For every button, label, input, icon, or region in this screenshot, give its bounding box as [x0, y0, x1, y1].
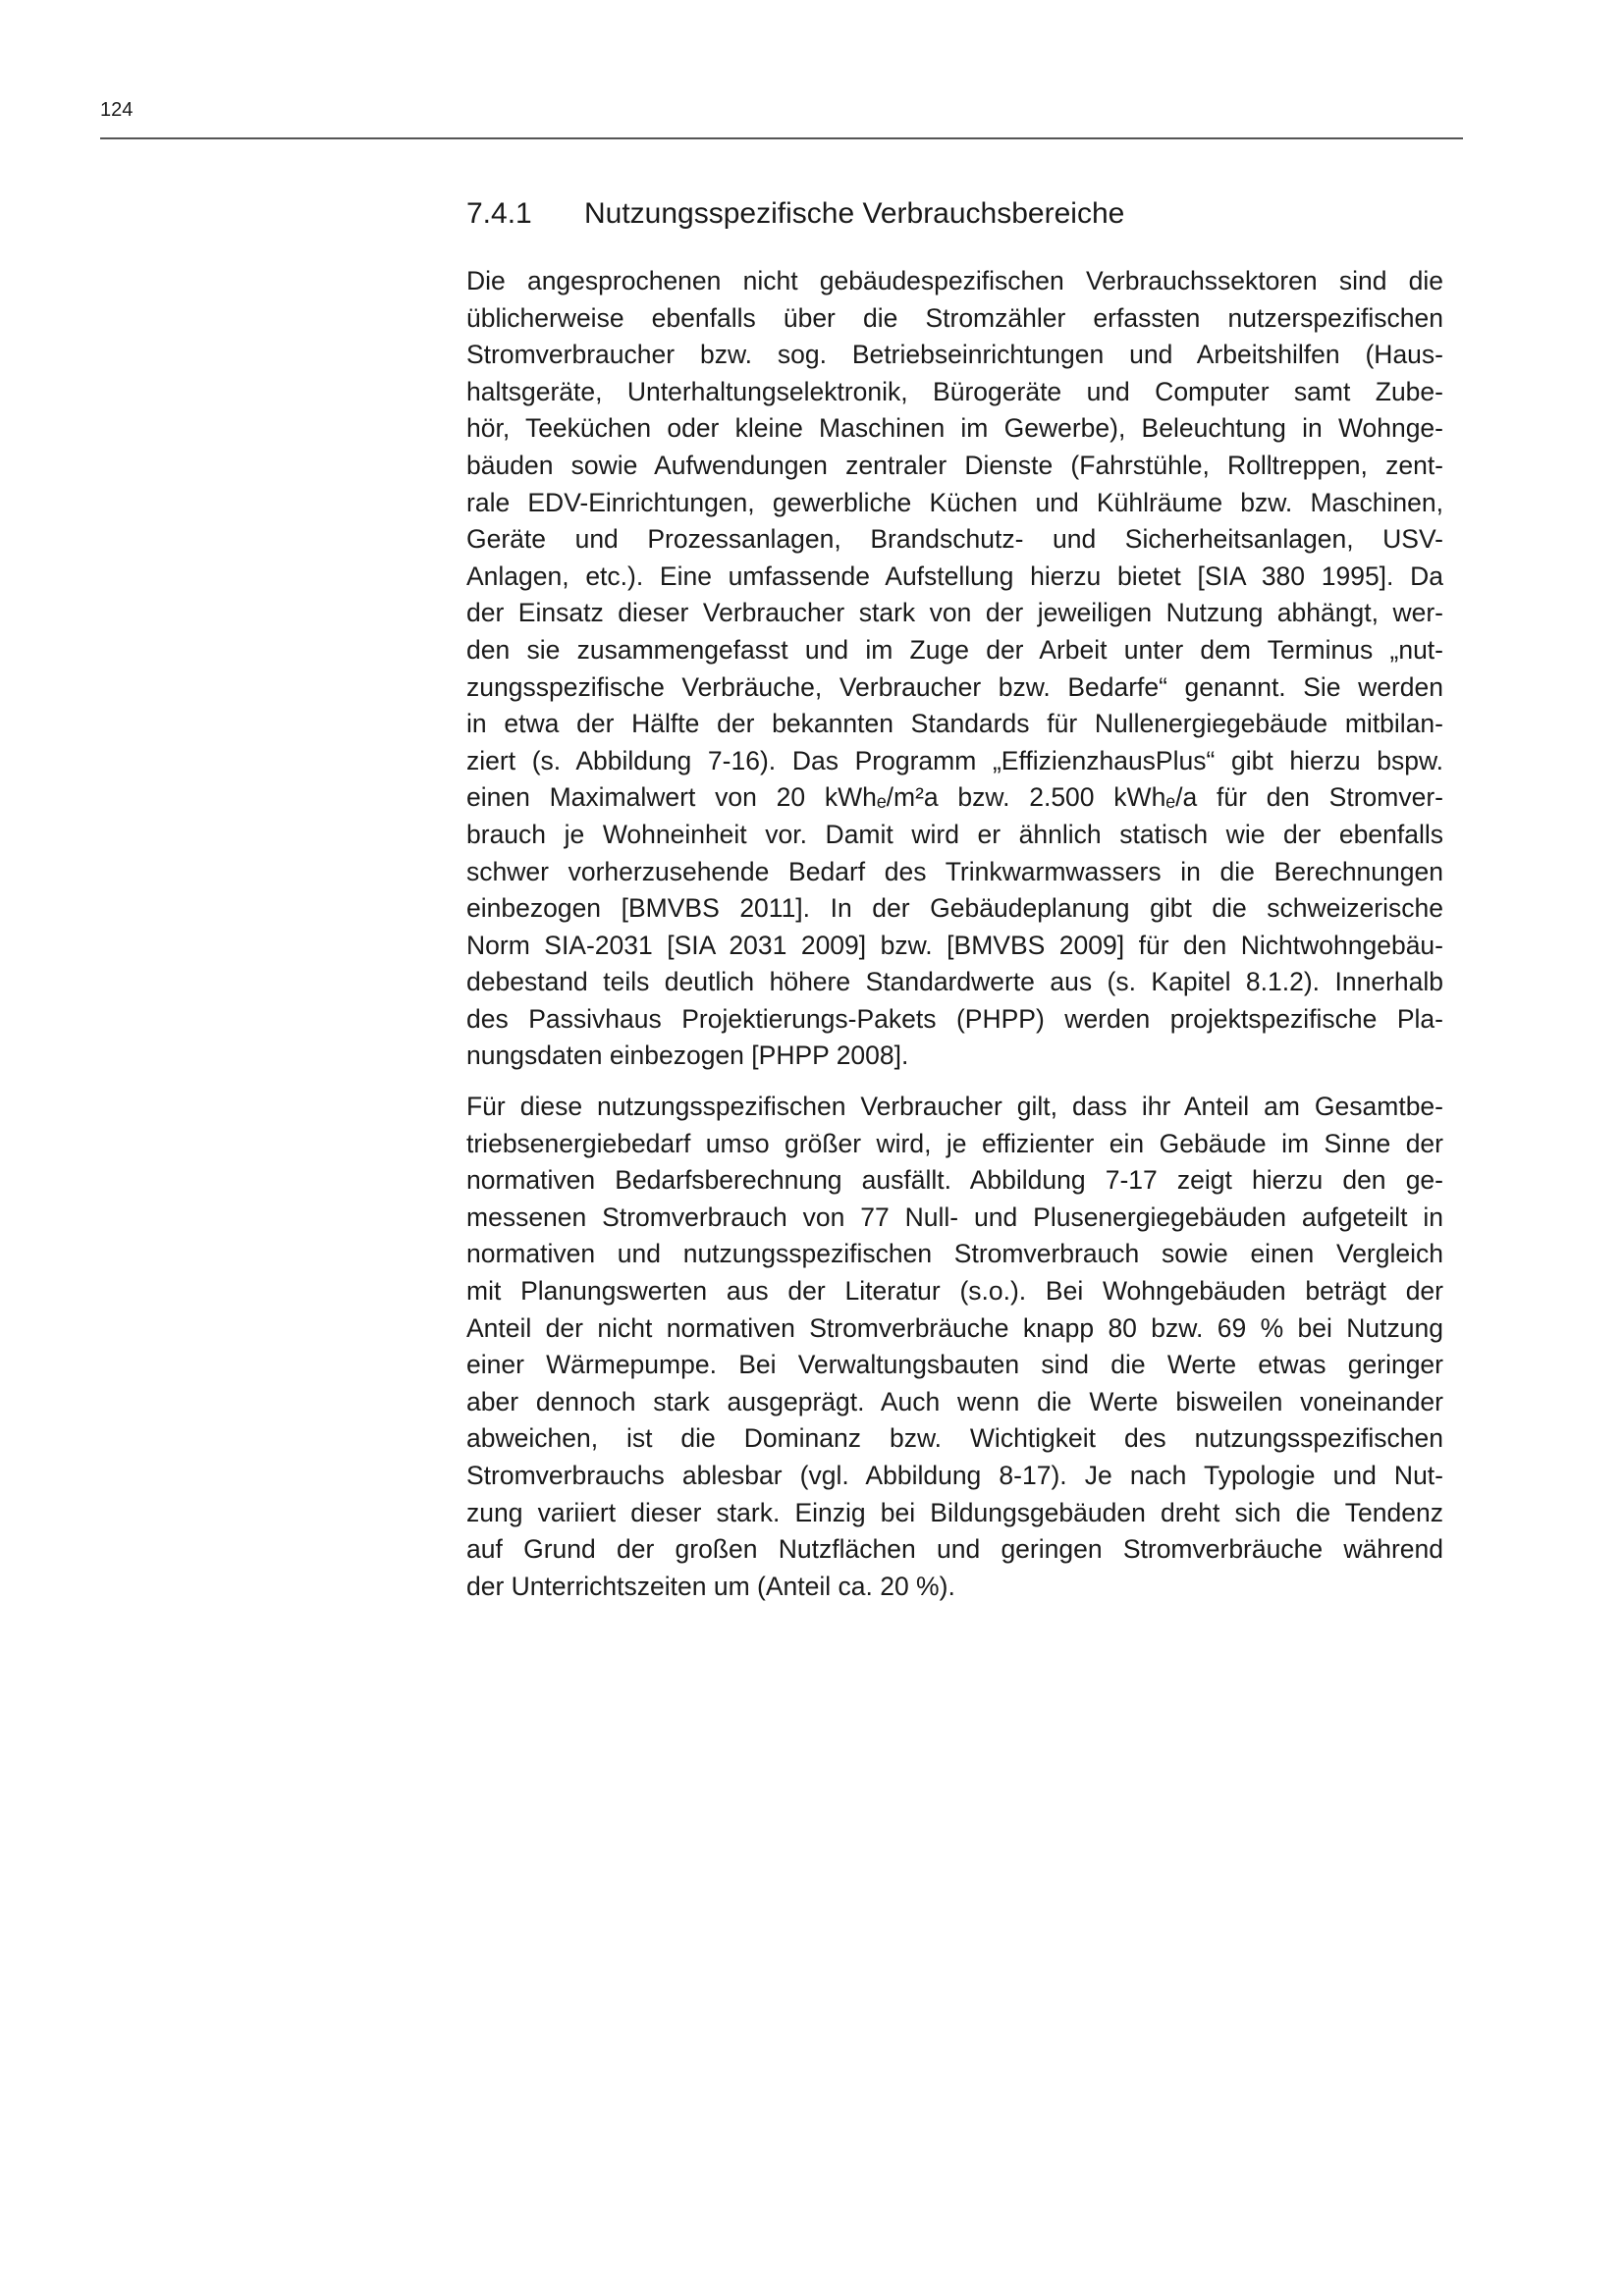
text-line: zung variiert dieser stark. Einzig bei Bildungsgebäuden dreht sich die Tendenz [466, 1497, 1443, 1527]
text-line: triebsenergiebedarf umso größer wird, je effizienter ein Gebäude im Sinne der [466, 1128, 1443, 1158]
text-line: ziert (s. Abbildung 7-16). Das Programm „EffizienzhausPlus“ gibt hierzu bspw. [466, 745, 1443, 775]
text-line: Anteil der nicht normativen Stromverbräuche knapp 80 bzw. 69 % bei Nutzung [466, 1312, 1443, 1343]
text-line: messenen Stromverbrauch von 77 Null- und Plusenergiegebäuden aufgeteilt in [466, 1201, 1443, 1232]
text-line: nungsdaten einbezogen [PHPP 2008]. [466, 1041, 909, 1071]
text-line: abweichen, ist die Dominanz bzw. Wichtigkeit des nutzungsspezifischen [466, 1423, 1443, 1454]
page-number: 124 [100, 99, 134, 121]
text-line: aber dennoch stark ausgeprägt. Auch wenn die Werte bisweilen voneinander [466, 1386, 1443, 1416]
text-line: des Passivhaus Projektierungs-Pakets (PHPP) werden projektspezifische Pla- [466, 1003, 1443, 1034]
text-line: haltsgeräte, Unterhaltungselektronik, Bürogeräte und Computer samt Zube- [466, 376, 1443, 406]
text-line: bäuden sowie Aufwendungen zentraler Dienste (Fahrstühle, Rolltreppen, zent- [466, 450, 1443, 480]
text-line: normativen Bedarfsberechnung ausfällt. Abbildung 7-17 zeigt hierzu den ge- [466, 1165, 1443, 1196]
paragraph-1 [466, 263, 1443, 1075]
section-number: 7.4.1 [466, 197, 532, 230]
text-line: einen Maximalwert von 20 kWhₑ/m²a bzw. 2.500 kWhₑ/a für den Stromver- [466, 782, 1443, 813]
text-line: einer Wärmepumpe. Bei Verwaltungsbauten sind die Werte etwas geringer [466, 1350, 1443, 1380]
text-line: der Unterrichtszeiten um (Anteil ca. 20 %). [466, 1571, 955, 1601]
section-title: Nutzungsspezifische Verbrauchsbereiche [584, 197, 1125, 230]
text-line: Norm SIA-2031 [SIA 2031 2009] bzw. [BMVBS 2009] für den Nichtwohngebäu- [466, 930, 1443, 960]
text-line: in etwa der Hälfte der bekannten Standards für Nullenergiegebäude mitbilan- [466, 709, 1443, 739]
text-line: Anlagen, etc.). Eine umfassende Aufstellung hierzu bietet [SIA 380 1995]. Da [466, 561, 1443, 591]
text-line: rale EDV-Einrichtungen, gewerbliche Küchen und Kühlräume bzw. Maschinen, [466, 487, 1443, 517]
text-line: einbezogen [BMVBS 2011]. In der Gebäudeplanung gibt die schweizerische [466, 893, 1443, 924]
text-line: debestand teils deutlich höhere Standardwerte aus (s. Kapitel 8.1.2). Innerhalb [466, 967, 1443, 997]
text-line: Für diese nutzungsspezifischen Verbraucher gilt, dass ihr Anteil am Gesamtbe- [466, 1092, 1443, 1122]
text-line: der Einsatz dieser Verbraucher stark von der jeweiligen Nutzung abhängt, wer- [466, 598, 1443, 628]
text-line: brauch je Wohneinheit vor. Damit wird er ähnlich statisch wie der ebenfalls [466, 819, 1443, 849]
text-line: zungsspezifische Verbräuche, Verbraucher bzw. Bedarfe“ genannt. Sie werden [466, 671, 1443, 702]
text-line: Die angesprochenen nicht gebäudespezifischen Verbrauchssektoren sind die [466, 266, 1443, 295]
text-line: Stromverbrauchs ablesbar (vgl. Abbildung 8-17). Je nach Typologie und Nut- [466, 1461, 1443, 1490]
text-line: auf Grund der großen Nutzflächen und geringen Stromverbräuche während [466, 1534, 1443, 1565]
text-line: schwer vorherzusehende Bedarf des Trinkwarmwassers in die Berechnungen [466, 856, 1443, 886]
text-line: hör, Teeküchen oder kleine Maschinen im Gewerbe), Beleuchtung in Wohnge- [466, 413, 1443, 444]
page-header [100, 96, 1463, 139]
text-line: Stromverbraucher bzw. sog. Betriebseinrichtungen und Arbeitshilfen (Haus- [466, 340, 1443, 370]
section-heading [466, 194, 1443, 234]
main-content [466, 194, 1443, 1619]
text-line: den sie zusammengefasst und im Zuge der Arbeit unter dem Terminus „nut- [466, 634, 1443, 665]
text-line: mit Planungswerten aus der Literatur (s.o.). Bei Wohngebäuden beträgt der [466, 1276, 1443, 1307]
text-line: normativen und nutzungsspezifischen Stromverbrauch sowie einen Vergleich [466, 1239, 1443, 1269]
text-line: üblicherweise ebenfalls über die Stromzähler erfassten nutzerspezifischen [466, 302, 1443, 333]
paragraph-2 [466, 1089, 1443, 1605]
text-line: Geräte und Prozessanlagen, Brandschutz- und Sicherheitsanlagen, USV- [466, 524, 1443, 555]
